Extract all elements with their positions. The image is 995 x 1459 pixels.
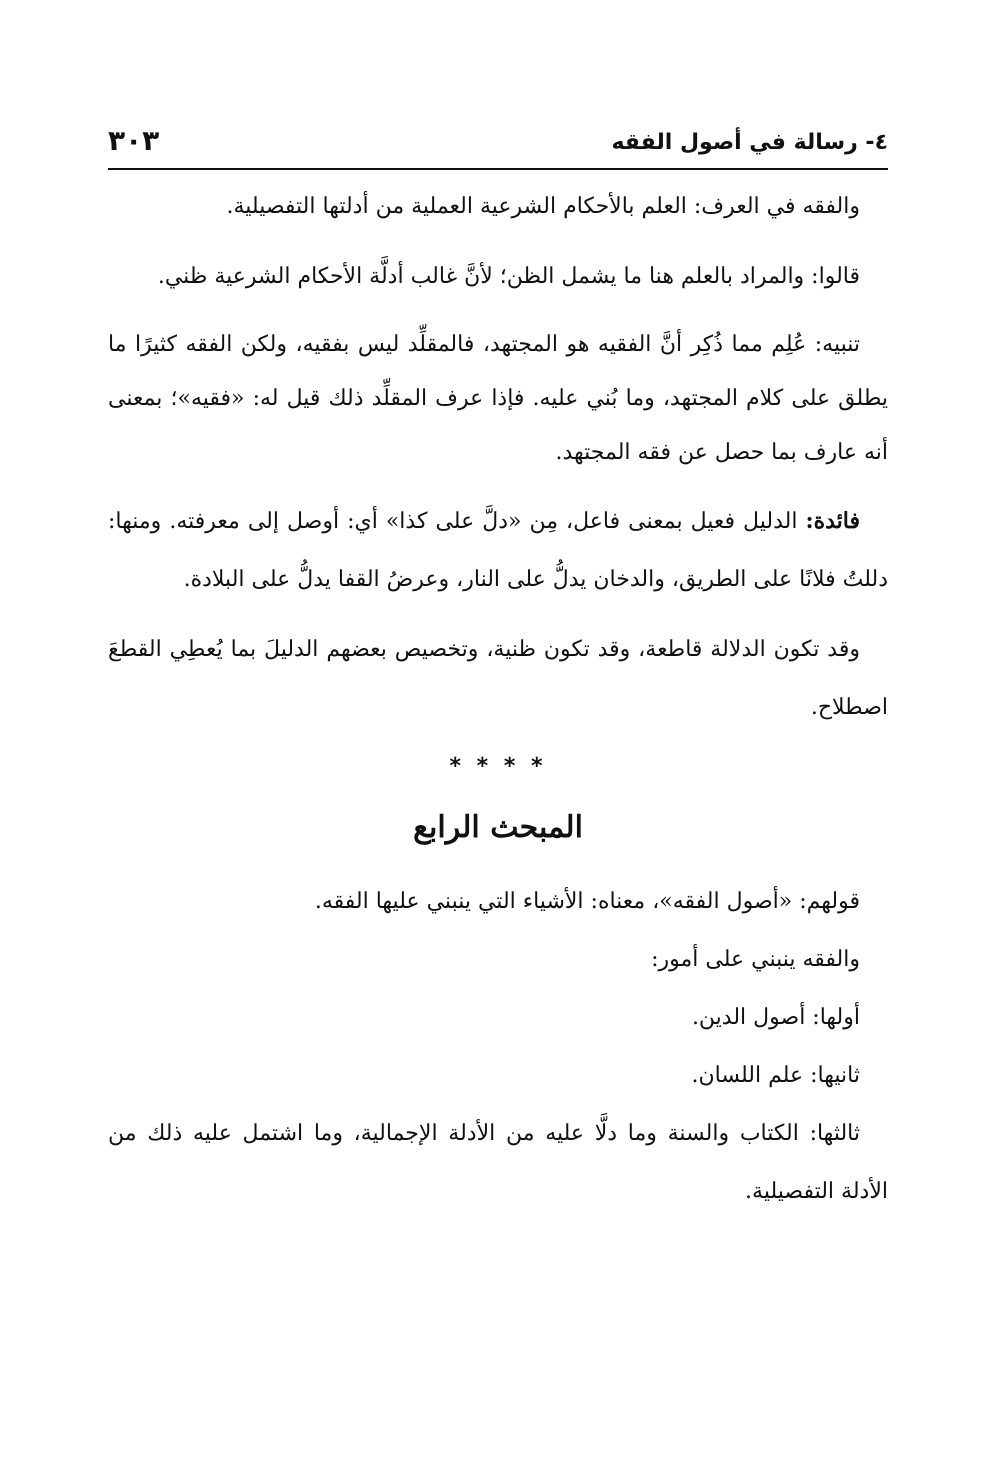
paragraph-benefit	[108, 492, 888, 609]
page-number: ٣٠٣	[108, 124, 160, 157]
header-divider	[108, 168, 888, 170]
section-heading: المبحث الرابع	[413, 810, 583, 845]
paragraph-note: تنبيه: عُلِم مما ذُكِر أنَّ الفقيه هو المجتهد، فالمقلِّد ليس بفقيه، ولكن الفقه كثيرًا ما يطلق على كلام المجتهد، وما بُني عليه. فإذا عرف المقلِّد ذلك قيل له: «فقيه»؛ بمعنى أنه عارف بما حصل عن فقه المجتهد.	[108, 332, 888, 465]
paragraph-usul-meaning: قولهم: «أصول الفقه»، معناه: الأشياء التي ينبني عليها الفقه.	[314, 889, 860, 914]
running-title: ٤- رسالة في أصول الفقه	[611, 130, 888, 155]
benefit-text: الدليل فعيل بمعنى فاعل، مِن «دلَّ على كذا» أي: أوصل إلى معرفته. ومنها: دللتُ فلانًا على الطريق، والدخان يدلُّ على النار، وعرضُ القفا يدلُّ على البلادة.	[108, 509, 888, 592]
paragraph-indication: وقد تكون الدلالة قاطعة، وقد تكون ظنية، وتخصيص بعضهم الدليلَ بما يُعطِي القطعَ اصطلاح.	[108, 637, 888, 720]
page-body	[108, 178, 888, 1221]
list-item-third: ثالثها: الكتاب والسنة وما دلَّا عليه من الأدلة الإجمالية، وما اشتمل عليه ذلك من الأدلة التفصيلية.	[108, 1121, 888, 1204]
paragraph-fiqh-definition: والفقه في العرف: العلم بالأحكام الشرعية العملية من أدلتها التفصيلية.	[226, 194, 860, 219]
list-item-first: أولها: أصول الدين.	[691, 1005, 860, 1030]
benefit-label: فائدة:	[805, 508, 860, 534]
paragraph-meaning-of-knowledge: قالوا: والمراد بالعلم هنا ما يشمل الظن؛ لأنَّ غالب أدلَّة الأحكام الشرعية ظني.	[157, 264, 860, 289]
paragraph-fiqh-foundations: والفقه ينبني على أمور:	[651, 947, 860, 972]
list-item-second: ثانيها: علم اللسان.	[691, 1063, 860, 1088]
page-header	[108, 122, 888, 166]
section-separator: * * * *	[449, 754, 547, 779]
